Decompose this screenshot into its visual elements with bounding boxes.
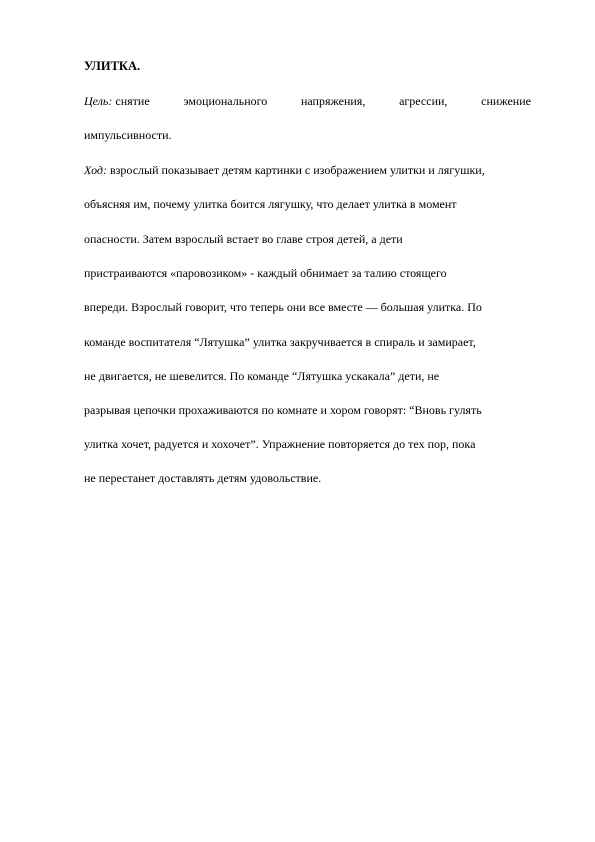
goal-paragraph [84,94,531,108]
document-title: УЛИТКА. [84,59,141,73]
goal-word: снижение [481,94,531,108]
course-line: команде воспитателя “Лятушка” улитка закручивается в спираль и замирает, [84,335,476,349]
course-line: объясняя им, почему улитка боится лягушку, что делает улитка в момент [84,197,457,211]
course-label: Ход: [84,163,107,177]
course-line: улитка хочет, радуется и хохочет”. Упражнение повторяется до тех пор, пока [84,437,476,451]
course-first-line [84,163,485,177]
course-line: не перестанет доставлять детям удовольствие. [84,471,322,485]
goal-first-word-group [84,94,150,108]
goal-word: эмоционального [183,94,268,108]
course-line: разрывая цепочки прохаживаются по комнате и хором говорят: “Вновь гулять [84,403,482,417]
goal-continuation: импульсивности. [84,128,172,142]
goal-word: напряжения, [300,94,366,108]
course-first-line-text: взрослый показывает детям картинки с изображением улитки и лягушки, [110,163,485,177]
course-line: пристраиваются «паровозиком» - каждый обнимает за талию стоящего [84,266,447,280]
course-line: впереди. Взрослый говорит, что теперь они все вместе — большая улитка. По [84,300,482,314]
goal-label: Цель: [84,94,113,108]
course-line: не двигается, не шевелится. По команде “Лятушка ускакала” дети, не [84,369,440,383]
goal-word: агрессии, [399,94,448,108]
goal-word: снятие [115,94,150,108]
course-line: опасности. Затем взрослый встает во главе строя детей, а дети [84,232,403,246]
